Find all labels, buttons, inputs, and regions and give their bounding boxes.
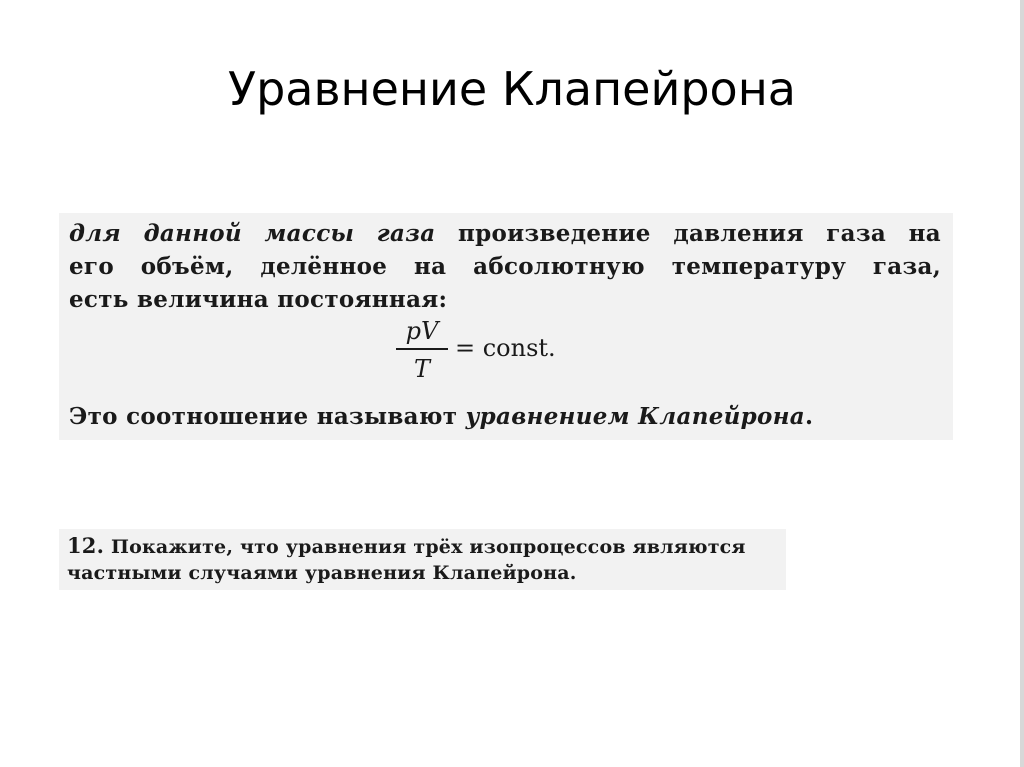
definition-block — [59, 213, 953, 440]
clapeyron-formula — [69, 316, 943, 400]
formula-denominator: T — [413, 355, 430, 383]
slide-title: Уравнение Клапейрона — [228, 62, 796, 116]
task-line-1-text: Покажите, что уравнения трёх изопроцессов являются — [104, 536, 746, 558]
fraction-bar — [396, 348, 448, 350]
definition-line-2: его объём, делённое на абсолютную температуру газа, — [69, 253, 941, 280]
definition-italic-phrase: для данной массы газа — [69, 220, 436, 247]
task-number: 12. — [67, 533, 105, 558]
definition-line-3: есть величина постоянная: — [69, 286, 448, 313]
definition-conclusion — [69, 400, 943, 433]
definition-line-1 — [69, 217, 941, 250]
formula-fraction — [396, 316, 448, 384]
task-block — [59, 529, 786, 590]
formula-right-side: = const. — [455, 334, 556, 362]
conclusion-italic: уравнением Клапейрона — [465, 403, 805, 430]
definition-line-1-rest: произведение давления газа на — [435, 220, 941, 247]
formula-numerator: pV — [405, 317, 439, 345]
conclusion-end: . — [804, 403, 814, 430]
task-line-2: частными случаями уравнения Клапейрона. — [67, 562, 577, 584]
task-line-1 — [67, 533, 778, 560]
conclusion-plain: Это соотношение называют — [69, 403, 466, 430]
